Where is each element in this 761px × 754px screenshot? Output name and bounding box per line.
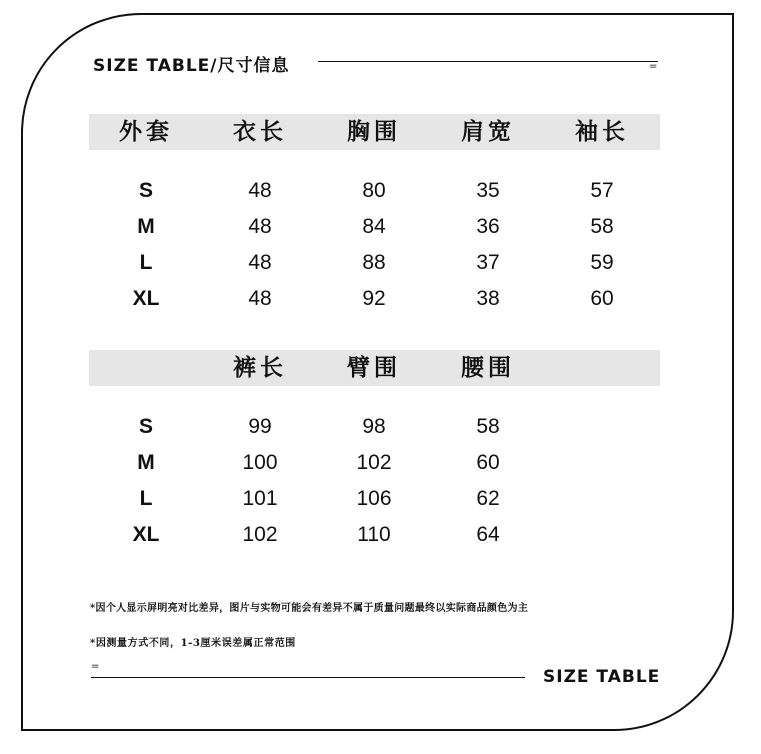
table2-cell: XL <box>132 523 160 546</box>
table2-cell: M <box>137 451 155 474</box>
table2-cell: 98 <box>362 415 386 438</box>
table2-cell: 102 <box>356 451 392 474</box>
table1-cell: M <box>137 215 155 238</box>
table1-header-cell: 胸围 <box>347 118 401 145</box>
table2-cell: 62 <box>476 487 500 510</box>
table1-cell: 60 <box>590 287 614 310</box>
table2-cell: 58 <box>476 415 500 438</box>
table1-cell: XL <box>132 287 160 310</box>
table1-header-cell: 肩宽 <box>461 118 515 145</box>
table2-cell: L <box>139 487 153 510</box>
table2-cell: 101 <box>242 487 278 510</box>
table1-cell: 92 <box>362 287 386 310</box>
table2-header-cell: 腰围 <box>461 354 515 381</box>
table1-cell: 36 <box>476 215 500 238</box>
table1-cell: 48 <box>248 179 272 202</box>
table1-cell: 48 <box>248 287 272 310</box>
table1-cell: 80 <box>362 179 386 202</box>
table1-cell: 48 <box>248 215 272 238</box>
table2-cell: 110 <box>357 523 391 546</box>
table1-header-cell: 袖长 <box>575 118 629 145</box>
table2-cell: S <box>138 415 153 438</box>
table1-cell: 84 <box>362 215 386 238</box>
table2-cell: 99 <box>248 415 272 438</box>
corner-mark-bottom: = <box>91 661 100 672</box>
table2-header-cell: 裤长 <box>233 354 287 381</box>
page-title: SIZE TABLE/尺寸信息 <box>93 56 290 76</box>
display-difference-note: *因个人显示屏明亮对比差异，图片与实物可能会有差异不属于质量问题最终以实际商品颜色为主 <box>90 603 529 614</box>
measurement-error-note: *因测量方式不同，1-3厘米误差属正常范围 <box>90 638 296 649</box>
footer-divider <box>91 677 525 678</box>
table2-cell: 64 <box>476 523 500 546</box>
table1-header-cell: 衣长 <box>233 118 287 145</box>
table2-header-cell: 臂围 <box>347 354 401 381</box>
table1-cell: 48 <box>248 251 272 274</box>
table1-cell: L <box>139 251 153 274</box>
table2-cell: 60 <box>476 451 500 474</box>
table1-cell: 38 <box>476 287 500 310</box>
table1-cell: 58 <box>590 215 614 238</box>
footer-title: SIZE TABLE <box>543 667 661 687</box>
table1-cell: 59 <box>590 251 614 274</box>
table2-cell: 106 <box>356 487 392 510</box>
table1-cell: 35 <box>476 179 500 202</box>
table1-cell: 37 <box>476 251 500 274</box>
table2-cell: 100 <box>242 451 278 474</box>
corner-mark-top: = <box>649 61 658 72</box>
table1-header-cell: 外套 <box>119 118 173 145</box>
title-divider <box>318 61 658 62</box>
table1-cell: S <box>138 179 153 202</box>
table1-cell: 57 <box>590 179 614 202</box>
table1-cell: 88 <box>362 251 386 274</box>
table2-cell: 102 <box>242 523 278 546</box>
